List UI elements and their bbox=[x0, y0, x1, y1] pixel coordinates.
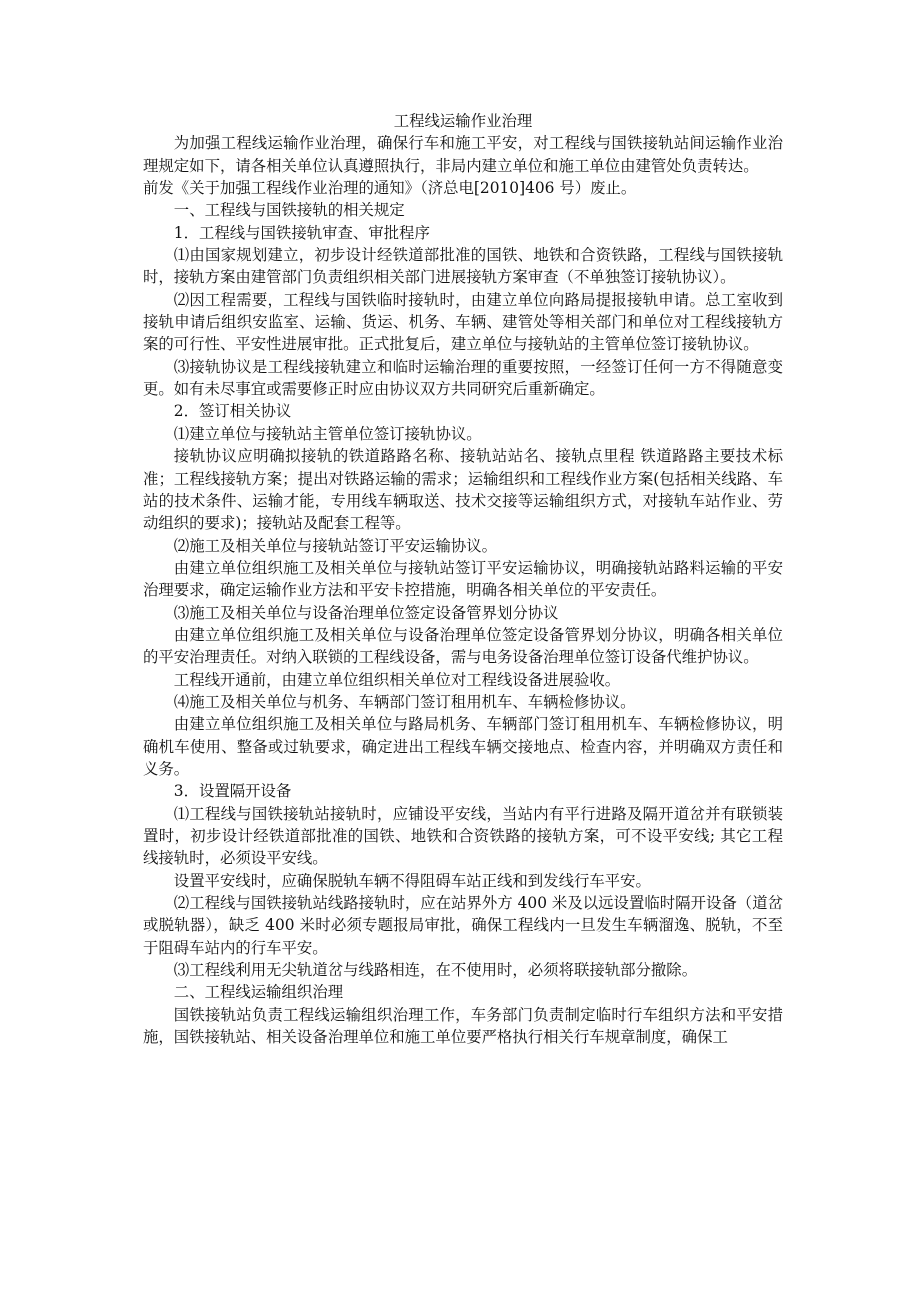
paragraph-list bbox=[143, 132, 783, 1048]
paragraph: ⑵施工及相关单位与接轨站签订平安运输协议。 bbox=[173, 536, 498, 555]
paragraph: 设置平安线时，应确保脱轨车辆不得阻碍车站正线和到发线行车平安。 bbox=[173, 871, 651, 890]
document-body bbox=[143, 110, 783, 1048]
paragraph: ⑴由国家规划建立，初步设计经铁道部批准的国铁、地铁和合资铁路，工程线与国铁接轨时，接轨方案由建管部门负责组织相关部门进展接轨方案审查（不单独签订接轨协议）。 bbox=[143, 246, 783, 287]
paragraph: ⑵工程线与国铁接轨站线路接轨时，应在站界外方 400 米及以远设置临时隔开设备（道岔或脱轨器），缺乏 400 米时必须专题报局审批，确保工程线内一旦发生车辆溜逸、脱轨，不至于阻碍车站内的行车平安。 bbox=[143, 894, 783, 957]
paragraph: 工程线开通前，由建立单位组织相关单位对工程线设备进展验收。 bbox=[173, 670, 621, 689]
section-heading: 二、工程线运输组织治理 bbox=[173, 983, 344, 1002]
paragraph: 接轨协议应明确拟接轨的铁道路路名称、接轨站站名、接轨点里程 铁道路路主要技术标准；工程线接轨方案；提出对铁路运输的需求；运输组织和工程线作业方案(包括相关线路、车站的技术条件、运输才能，专用线车辆取送、技术交接等运输组织方式，对接轨车站作业、劳动组织的要求)；接轨站及配套工程等。 bbox=[143, 447, 783, 533]
document-title: 工程线运输作业治理 bbox=[393, 112, 533, 130]
paragraph: 前发《关于加强工程线作业治理的通知》（济总电[2010]406 号）废止。 bbox=[143, 179, 637, 198]
paragraph: ⑴建立单位与接轨站主管单位签订接轨协议。 bbox=[173, 424, 482, 443]
paragraph: 3．设置隔开设备 bbox=[173, 782, 292, 801]
paragraph: ⑶接轨协议是工程线接轨建立和临时运输治理的重要按照，一经签订任何一方不得随意变更。如有未尽事宜或需要修正时应由协议双方共同研究后重新确定。 bbox=[143, 357, 783, 399]
paragraph: ⑵因工程需要，工程线与国铁临时接轨时，由建立单位向路局提报接轨申请。总工室收到接轨申请后组织安监室、运输、货运、机务、车辆、建管处等相关部门和单位对工程线接轨方案的可行性、平安性进展审批。正式批复后，建立单位与接轨站的主管单位签订接轨协议。 bbox=[143, 290, 783, 354]
paragraph: 由建立单位组织施工及相关单位与接轨站签订平安运输协议，明确接轨站路料运输的平安治理要求，确定运输作业方法和平安卡控措施，明确各相关单位的平安责任。 bbox=[143, 558, 783, 600]
paragraph: 由建立单位组织施工及相关单位与设备治理单位签定设备管界划分协议，明确各相关单位的平安治理责任。对纳入联锁的工程线设备，需与电务设备治理单位签订设备代维护协议。 bbox=[143, 625, 783, 667]
paragraph: 2．签订相关协议 bbox=[173, 402, 292, 421]
paragraph: ⑶施工及相关单位与设备治理单位签定设备管界划分协议 bbox=[173, 603, 559, 622]
section-heading: 一、工程线与国铁接轨的相关规定 bbox=[173, 201, 405, 220]
paragraph: 1．工程线与国铁接轨审查、审批程序 bbox=[173, 223, 430, 242]
paragraph: ⑴工程线与国铁接轨站接轨时，应铺设平安线，当站内有平行进路及隔开道岔并有联锁装置时，初步设计经铁道部批准的国铁、地铁和合资铁路的接轨方案，可不设平安线; 其它工程线接轨时，必须设平安线。 bbox=[143, 804, 783, 868]
paragraph: 为加强工程线运输作业治理，确保行车和施工平安，对工程线与国铁接轨站间运输作业治理规定如下，请各相关单位认真遵照执行，非局内建立单位和施工单位由建管处负责转达。 bbox=[143, 134, 783, 175]
paragraph: ⑶工程线利用无尖轨道岔与线路相连，在不使用时，必须将联接轨部分撤除。 bbox=[173, 961, 698, 980]
paragraph: 由建立单位组织施工及相关单位与路局机务、车辆部门签订租用机车、车辆检修协议，明确机车使用、整备或过轨要求，确定进出工程线车辆交接地点、检查内容，并明确双方责任和义务。 bbox=[143, 715, 783, 778]
paragraph: 国铁接轨站负责工程线运输组织治理工作，车务部门负责制定临时行车组织方法和平安措施，国铁接轨站、相关设备治理单位和施工单位要严格执行相关行车规章制度，确保工 bbox=[143, 1005, 783, 1047]
paragraph: ⑷施工及相关单位与机务、车辆部门签订租用机车、车辆检修协议。 bbox=[173, 692, 636, 711]
